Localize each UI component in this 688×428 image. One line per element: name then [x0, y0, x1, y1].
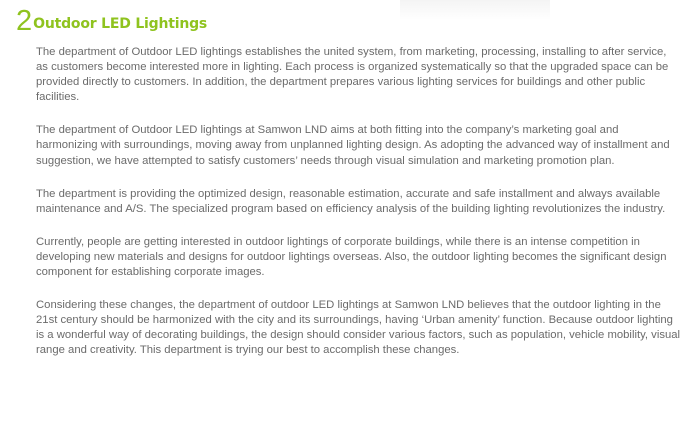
- paragraph-services: The department is providing the optimized design, reasonable estimation, accurate and safe installment and always available maintenance and A/S. The specialized program based on efficiency analysis of the building lighting revolutionizes the industry.: [36, 187, 666, 215]
- paragraph-vision: Considering these changes, the department of outdoor LED lightings at Samwon LND believes that the outdoor lighting in the 21st century should be harmonized with the city and its surroundings, having ‘Urban amenity’ function. Because outdoor lighting is a wonderful way of decorating buildings, the design should consider various factors, such as population, vehicle mobility, visual range and creativity. This department is trying our best to accomplish these changes.: [36, 299, 681, 357]
- section-number: 2: [16, 5, 32, 37]
- section-header: [16, 4, 207, 36]
- paragraph-goals: The department of Outdoor LED lightings at Samwon LND aims at both fitting into the company’s marketing goal and harmonizing with surroundings, moving away from unplanned lighting design. As adopting the advanced way of installment and suggestion, we have attempted to satisfy customers’ needs through visual simulation and marketing promotion plan.: [36, 124, 670, 167]
- section-body: [36, 45, 681, 377]
- header-decoration: [400, 0, 550, 20]
- paragraph-trends: Currently, people are getting interested in outdoor lightings of corporate buildings, while there is an intense competition in developing new materials and designs for outdoor lightings overseas. Also, the outdoor lighting becomes the significant design component for establishing corporate images.: [36, 235, 667, 279]
- paragraph-overview: The department of Outdoor LED lightings establishes the united system, from marketing, processing, installing to after service, as customers become interested more in lighting. Each process is organized systematically so that the upgraded space can be provided directly to customers. In addition, the department prepares various lighting services for buildings and other public facilities.: [36, 46, 669, 104]
- section-title: Outdoor LED Lightings: [33, 16, 208, 32]
